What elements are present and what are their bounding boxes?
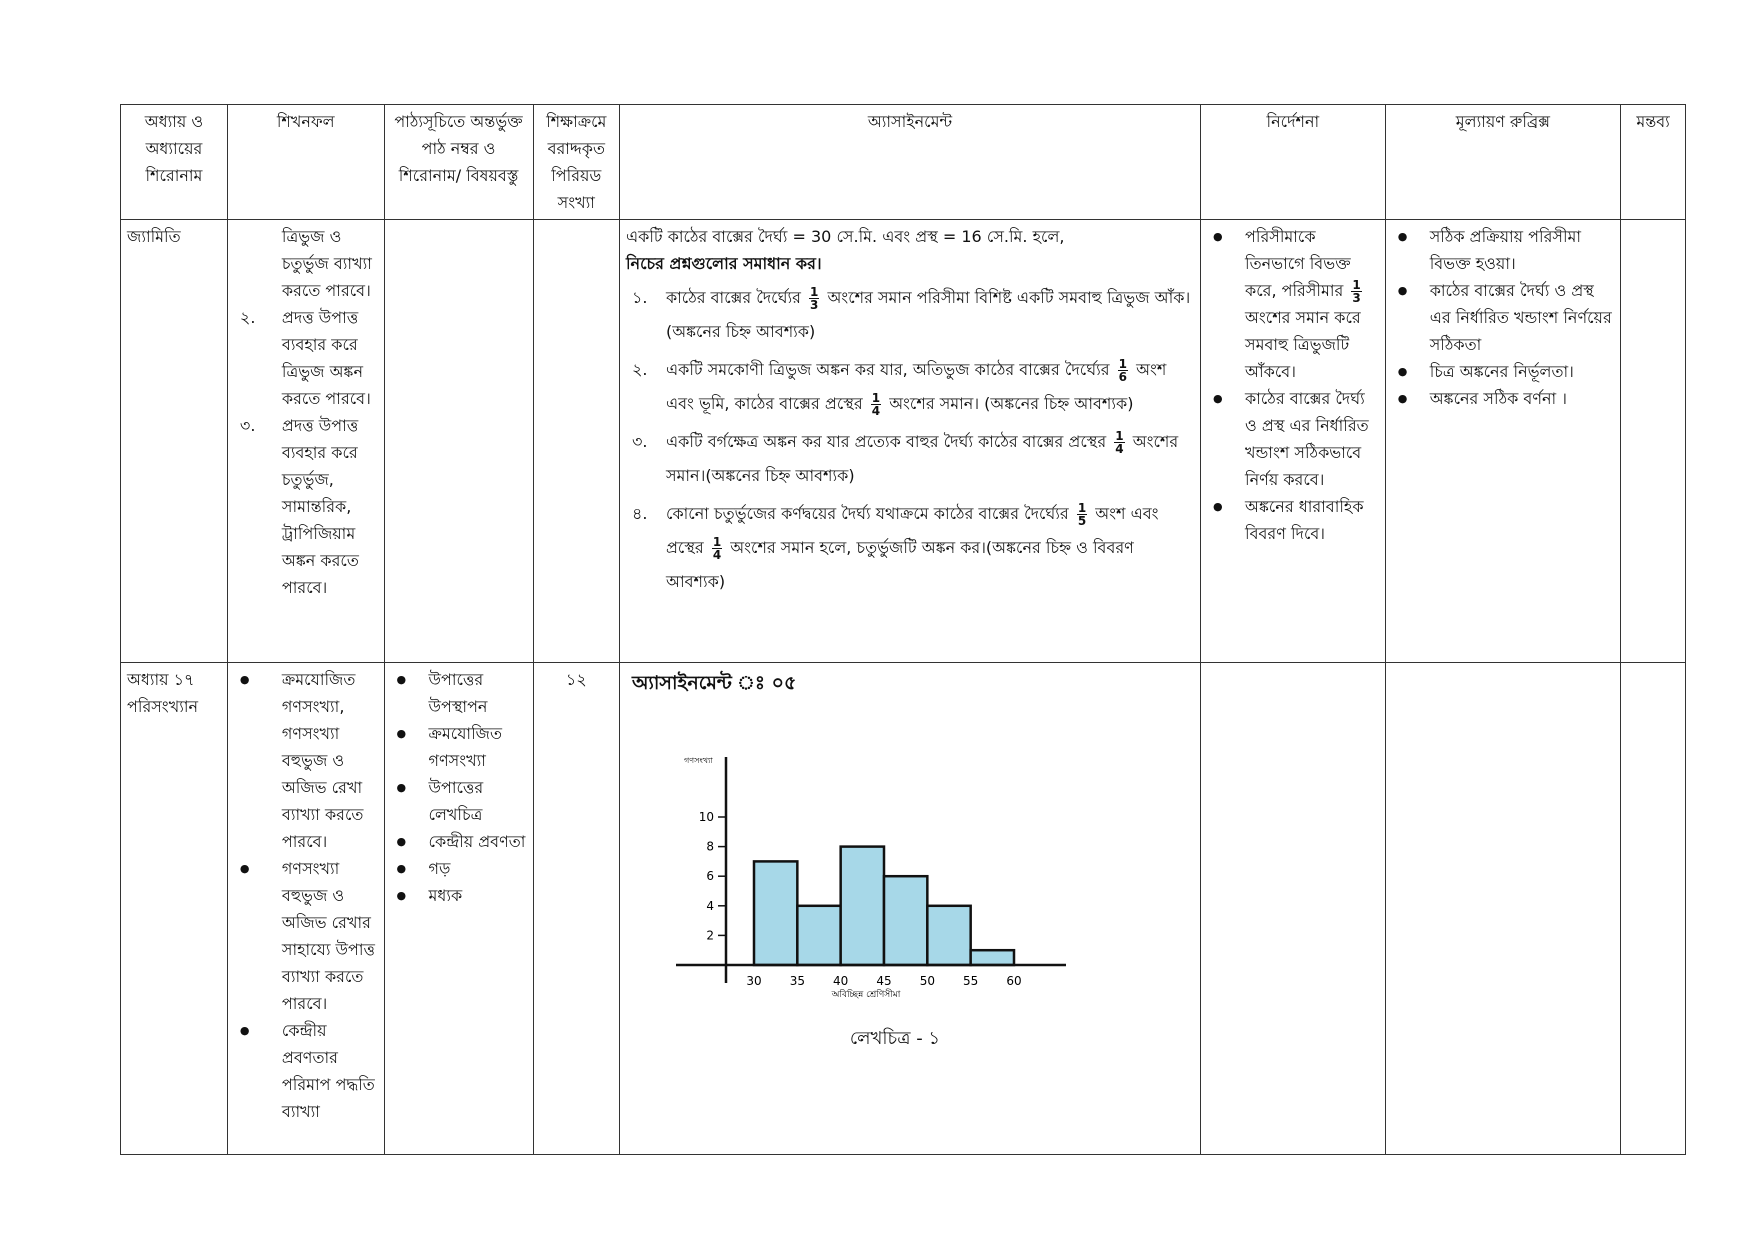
histogram-bar	[797, 906, 840, 965]
histogram-bar	[927, 906, 970, 965]
remarks-cell	[1621, 220, 1686, 663]
lesson-cell	[384, 663, 533, 1155]
outcome-item: ● কেন্দ্রীয় প্রবণতার পরিমাপ পদ্ধতি ব্যাখ্যা	[234, 1017, 378, 1125]
topic-item: ● কেন্দ্রীয় প্রবণতা	[391, 828, 527, 855]
fraction: $\frac{1}{4}$	[1115, 429, 1124, 456]
outcome-item: ২. প্রদত্ত উপাত্ত ব্যবহার করে ত্রিভুজ অঙ্কন করতে পারবে।	[239, 308, 371, 408]
outcome-list	[234, 304, 378, 601]
assignment-instruction: নিচের প্রশ্নগুলোর সমাধান কর।	[625, 254, 822, 273]
rubrics-list	[1392, 223, 1614, 412]
guideline-item: ● অঙ্কনের ধারাবাহিক বিবরণ দিবে।	[1207, 493, 1379, 547]
histogram-bar	[971, 950, 1014, 965]
periods-cell	[533, 220, 619, 663]
rubric-item: ● কাঠের বাক্সের দৈর্ঘ্য ও প্রস্থ এর নির্ধারিত খন্ডাংশ নির্ণয়ের সঠিকতা	[1392, 277, 1614, 358]
assignment-cell	[619, 663, 1200, 1155]
rubric-item: ● সঠিক প্রক্রিয়ায় পরিসীমা বিভক্ত হওয়া।	[1392, 223, 1614, 277]
outcome-cell	[227, 220, 384, 663]
period-count: ১২	[565, 670, 587, 689]
fraction: $\frac{1}{5}$	[1077, 501, 1087, 528]
periods-cell	[533, 663, 619, 1155]
rubric-item: ● চিত্র অঙ্কনের নির্ভূলতা।	[1392, 358, 1614, 385]
question-item: ৩. একটি বর্গক্ষেত্র অঙ্কন কর যার প্রত্যেক বাহুর দৈর্ঘ্য কাঠের বাক্সের প্রস্থের $\frac{1}{4}$ অংশের সমান।(অঙ্কনের চিহ্ন আবশ্যক)	[631, 429, 1179, 485]
histogram-bar	[841, 847, 884, 965]
fraction: $\frac{1}{4}$	[712, 535, 722, 562]
question-item: ১. কাঠের বাক্সের দৈর্ঘ্যের $\frac{1}{3}$ অংশের সমান পরিসীমা বিশিষ্ট একটি সমবাহু ত্রিভুজ আঁক। (অঙ্কনের চিহ্ন আবশ্যক)	[631, 285, 1191, 341]
header-lesson: পাঠ্যসূচিতে অন্তর্ভুক্ত পাঠ নম্বর ও শিরোনাম/ বিষয়বস্তু	[384, 105, 533, 220]
remarks-cell	[1621, 663, 1686, 1155]
outcome-cell	[227, 663, 384, 1155]
rubrics-cell	[1385, 663, 1620, 1155]
chapter-cell	[121, 663, 228, 1155]
question-item: ৪. কোনো চতুর্ভুজের কর্ণদ্বয়ের দৈর্ঘ্য যথাক্রমে কাঠের বাক্সের দৈর্ঘ্যের $\frac{1}{5}$ অংশ এবং প্রস্থের $\frac{1}{4}$ অংশের সমান হলে, চতুর্ভুজটি অঙ্কন কর।(অঙ্কনের চিহ্ন ও বিবরণ আবশ্যক)	[631, 501, 1159, 591]
assignment-title: অ্যাসাইনমেন্ট ঃ ০৫	[631, 672, 797, 694]
rubrics-cell	[1385, 220, 1620, 663]
topic-item: ● উপাত্তের লেখচিত্র	[391, 774, 527, 828]
x-tick-label: 35	[789, 974, 805, 988]
question-item: ২. একটি সমকোণী ত্রিভুজ অঙ্কন কর যার, অতিভুজ কাঠের বাক্সের দৈর্ঘ্যের $\frac{1}{6}$ অংশ এবং ভূমি, কাঠের বাক্সের প্রস্থের $\frac{1}{4}$ অংশের সমান। (অঙ্কনের চিহ্ন আবশ্যক)	[631, 357, 1167, 418]
header-chapter: অধ্যায় ও অধ্যায়ের শিরোনাম	[121, 105, 228, 220]
outcome-item: ত্রিভুজ ও চতুর্ভুজ ব্যাখ্যা করতে পারবে।	[281, 227, 372, 300]
x-tick-label: 40	[832, 974, 849, 988]
header-assignment: অ্যাসাইনমেন্ট	[619, 105, 1200, 220]
outcome-item: ৩. প্রদত্ত উপাত্ত ব্যবহার করে চতুর্ভুজ, সামান্তরিক, ট্রাপিজিয়াম অঙ্কন করতে পারবে।	[239, 416, 359, 597]
chapter-title: জ্যামিতি	[127, 227, 181, 246]
table-row	[121, 220, 1686, 663]
topic-item: ● উপাত্তের উপস্থাপন	[391, 666, 527, 720]
guideline-cell	[1201, 663, 1386, 1155]
assignment-intro: একটি কাঠের বাক্সের দৈর্ঘ্য = 30 সে.মি. এবং প্রস্থ = 16 সে.মি. হলে,	[625, 227, 1065, 246]
histogram-chart	[626, 697, 1146, 1017]
x-tick-label: 45	[876, 974, 892, 988]
chapter-title: অধ্যায় ১৭ পরিসংখ্যান	[127, 670, 199, 716]
x-axis-label: অবিচ্ছিন্ন শ্রেণিসীমা	[831, 990, 901, 1000]
fraction: $\frac{1}{6}$	[1118, 357, 1127, 384]
x-tick-label: 60	[1006, 974, 1022, 988]
lesson-cell	[384, 220, 533, 663]
histogram-bar	[754, 861, 797, 965]
guideline-item: ● কাঠের বাক্সের দৈর্ঘ্য ও প্রস্থ এর নির্ধারিত খন্ডাংশ সঠিকভাবে নির্ণয় করবে।	[1207, 385, 1379, 493]
histogram-bar	[884, 876, 927, 965]
y-axis-label: গণসংখ্যা	[683, 756, 713, 765]
question-list	[626, 281, 1194, 599]
x-tick-label: 50	[919, 974, 935, 988]
y-tick-label: 10	[698, 810, 714, 824]
outcome-list	[234, 666, 378, 1125]
topic-item: ● ক্রমযোজিত গণসংখ্যা	[391, 720, 527, 774]
fraction: $\frac{1}{3}$	[810, 285, 819, 312]
x-tick-label: 30	[746, 974, 762, 988]
header-remarks: মন্তব্য	[1621, 105, 1686, 220]
guideline-item: ● পরিসীমাকে তিনভাগে বিভক্ত করে, পরিসীমার $\frac{1}{3}$ অংশের সমান করে সমবাহু ত্রিভুজটি আঁকবে।	[1207, 223, 1379, 385]
table-row	[121, 663, 1686, 1155]
assignment-table	[120, 104, 1686, 1155]
fraction: $\frac{1}{3}$	[1352, 278, 1361, 305]
outcome-item: ● ক্রমযোজিত গণসংখ্যা, গণসংখ্যা বহুভুজ ও অজিভ রেখা ব্যাখ্যা করতে পারবে।	[234, 666, 378, 855]
header-guideline: নির্দেশনা	[1201, 105, 1386, 220]
topic-item: ● মধ্যক	[391, 882, 527, 909]
guideline-cell	[1201, 220, 1386, 663]
header-periods: শিক্ষাক্রমে বরাদ্দকৃত পিরিয়ড সংখ্যা	[533, 105, 619, 220]
chart-caption: লেখচিত্র - ১	[849, 1028, 941, 1049]
header-rubrics: মূল্যায়ণ রুব্রিক্স	[1385, 105, 1620, 220]
y-tick-label: 6	[706, 869, 714, 884]
rubric-item: ● অঙ্কনের সঠিক বর্ণনা ।	[1392, 385, 1614, 412]
chapter-cell	[121, 220, 228, 663]
header-outcome: শিখনফল	[227, 105, 384, 220]
header-row	[121, 105, 1686, 220]
outcome-item: ● গণসংখ্যা বহুভুজ ও অজিভ রেখার সাহায্যে উপাত্ত ব্যাখ্যা করতে পারবে।	[234, 855, 378, 1017]
topic-item: ● গড়	[391, 855, 527, 882]
fraction: $\frac{1}{4}$	[871, 391, 881, 418]
assignment-cell	[619, 220, 1200, 663]
y-tick-label: 4	[706, 898, 714, 913]
topic-list	[391, 666, 527, 909]
y-tick-label: 2	[706, 928, 714, 943]
y-tick-label: 8	[706, 839, 714, 854]
guideline-list	[1207, 223, 1379, 547]
x-tick-label: 55	[962, 974, 979, 988]
